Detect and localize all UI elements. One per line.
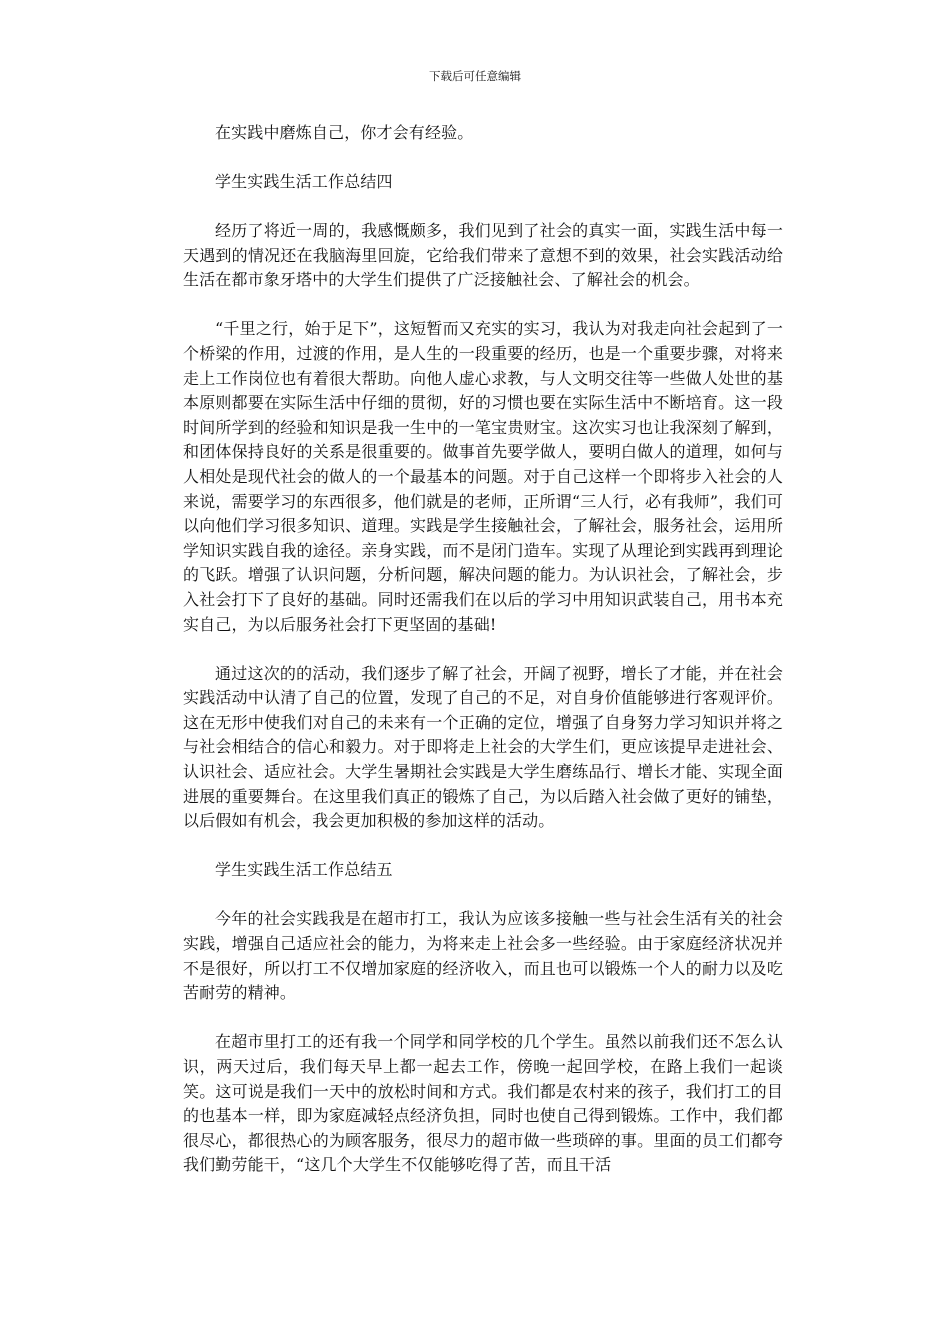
paragraph: 经历了将近一周的，我感慨颇多，我们见到了社会的真实一面，实践生活中每一天遇到的情况还在我脑海里回旋，它给我们带来了意想不到的效果，社会实践活动给生活在都市象牙塔中的大学生们提供了广泛接触社会、了解社会的机会。 bbox=[183, 221, 783, 290]
paragraph: 在实践中磨炼自己，你才会有经验。 bbox=[215, 123, 474, 142]
paragraph: 在超市里打工的还有我一个同学和同学校的几个学生。虽然以前我们还不怎么认识，两天过后，我们每天早上都一起去工作，傍晚一起回学校，在路上我们一起谈笑。这可说是我们一天中的放松时间和方式。我们都是农村来的孩子，我们打工的目的也基本一样，即为家庭减轻点经济负担，同时也使自己得到锻炼。工作中，我们都很尽心，都很热心的为顾客服务，很尽力的超市做一些琐碎的事。里面的员工们都夸我们勤劳能干，“这几个大学生不仅能够吃得了苦，而且干活 bbox=[183, 1032, 783, 1175]
section-heading: 学生实践生活工作总结五 bbox=[215, 860, 393, 880]
paragraph: 通过这次的的活动，我们逐步了解了社会，开阔了视野，增长了才能，并在社会实践活动中认清了自己的位置，发现了自己的不足，对自身价值能够进行客观评价。这在无形中使我们对自己的未来有一个正确的定位，增强了自身努力学习知识并将之与社会相结合的信心和毅力。对于即将走上社会的大学生们，更应该提早走进社会、认识社会、适应社会。大学生暑期社会实践是大学生磨练品行、增长才能、实现全面进展的重要舞台。在这里我们真正的锻炼了自己，为以后踏入社会做了更好的铺垫，以后假如有机会，我会更加积极的参加这样的活动。 bbox=[183, 663, 783, 831]
section-heading: 学生实践生活工作总结四 bbox=[215, 172, 393, 192]
paragraph: 今年的社会实践我是在超市打工，我认为应该多接触一些与社会生活有关的社会实践，增强自己适应社会的能力，为将来走上社会多一些经验。由于家庭经济状况并不是很好，所以打工不仅增加家庭的经济收入，而且也可以锻炼一个人的耐力以及吃苦耐劳的精神。 bbox=[183, 909, 783, 1003]
document-body bbox=[183, 121, 783, 1178]
page-header: 下载后可任意编辑 bbox=[429, 69, 521, 83]
paragraph: “千里之行，始于足下”，这短暂而又充实的实习，我认为对我走向社会起到了一个桥梁的作用，过渡的作用，是人生的一段重要的经历，也是一个重要步骤，对将来走上工作岗位也有着很大帮助。向他人虚心求教，与人文明交往等一些做人处世的基本原则都要在实际生活中仔细的贯彻，好的习惯也要在实际生活中不断培育。这一段时间所学到的经验和知识是我一生中的一笔宝贵财宝。这次实习也让我深刻了解到，和团体保持良好的关系是很重要的。做事首先要学做人，要明白做人的道理，如何与人相处是现代社会的做人的一个最基本的问题。对于自己这样一个即将步入社会的人来说，需要学习的东西很多，他们就是的老师，正所谓“三人行，必有我师”，我们可以向他们学习很多知识、道理。实践是学生接触社会，了解社会，服务社会，运用所学知识实践自我的途径。亲身实践，而不是闭门造车。实现了从理论到实践再到理论的飞跃。增强了认识问题，分析问题，解决问题的能力。为认识社会，了解社会，步入社会打下了良好的基础。同时还需我们在以后的学习中用知识武装自己，用书本充实自己，为以后服务社会打下更坚固的基础! bbox=[183, 319, 783, 634]
